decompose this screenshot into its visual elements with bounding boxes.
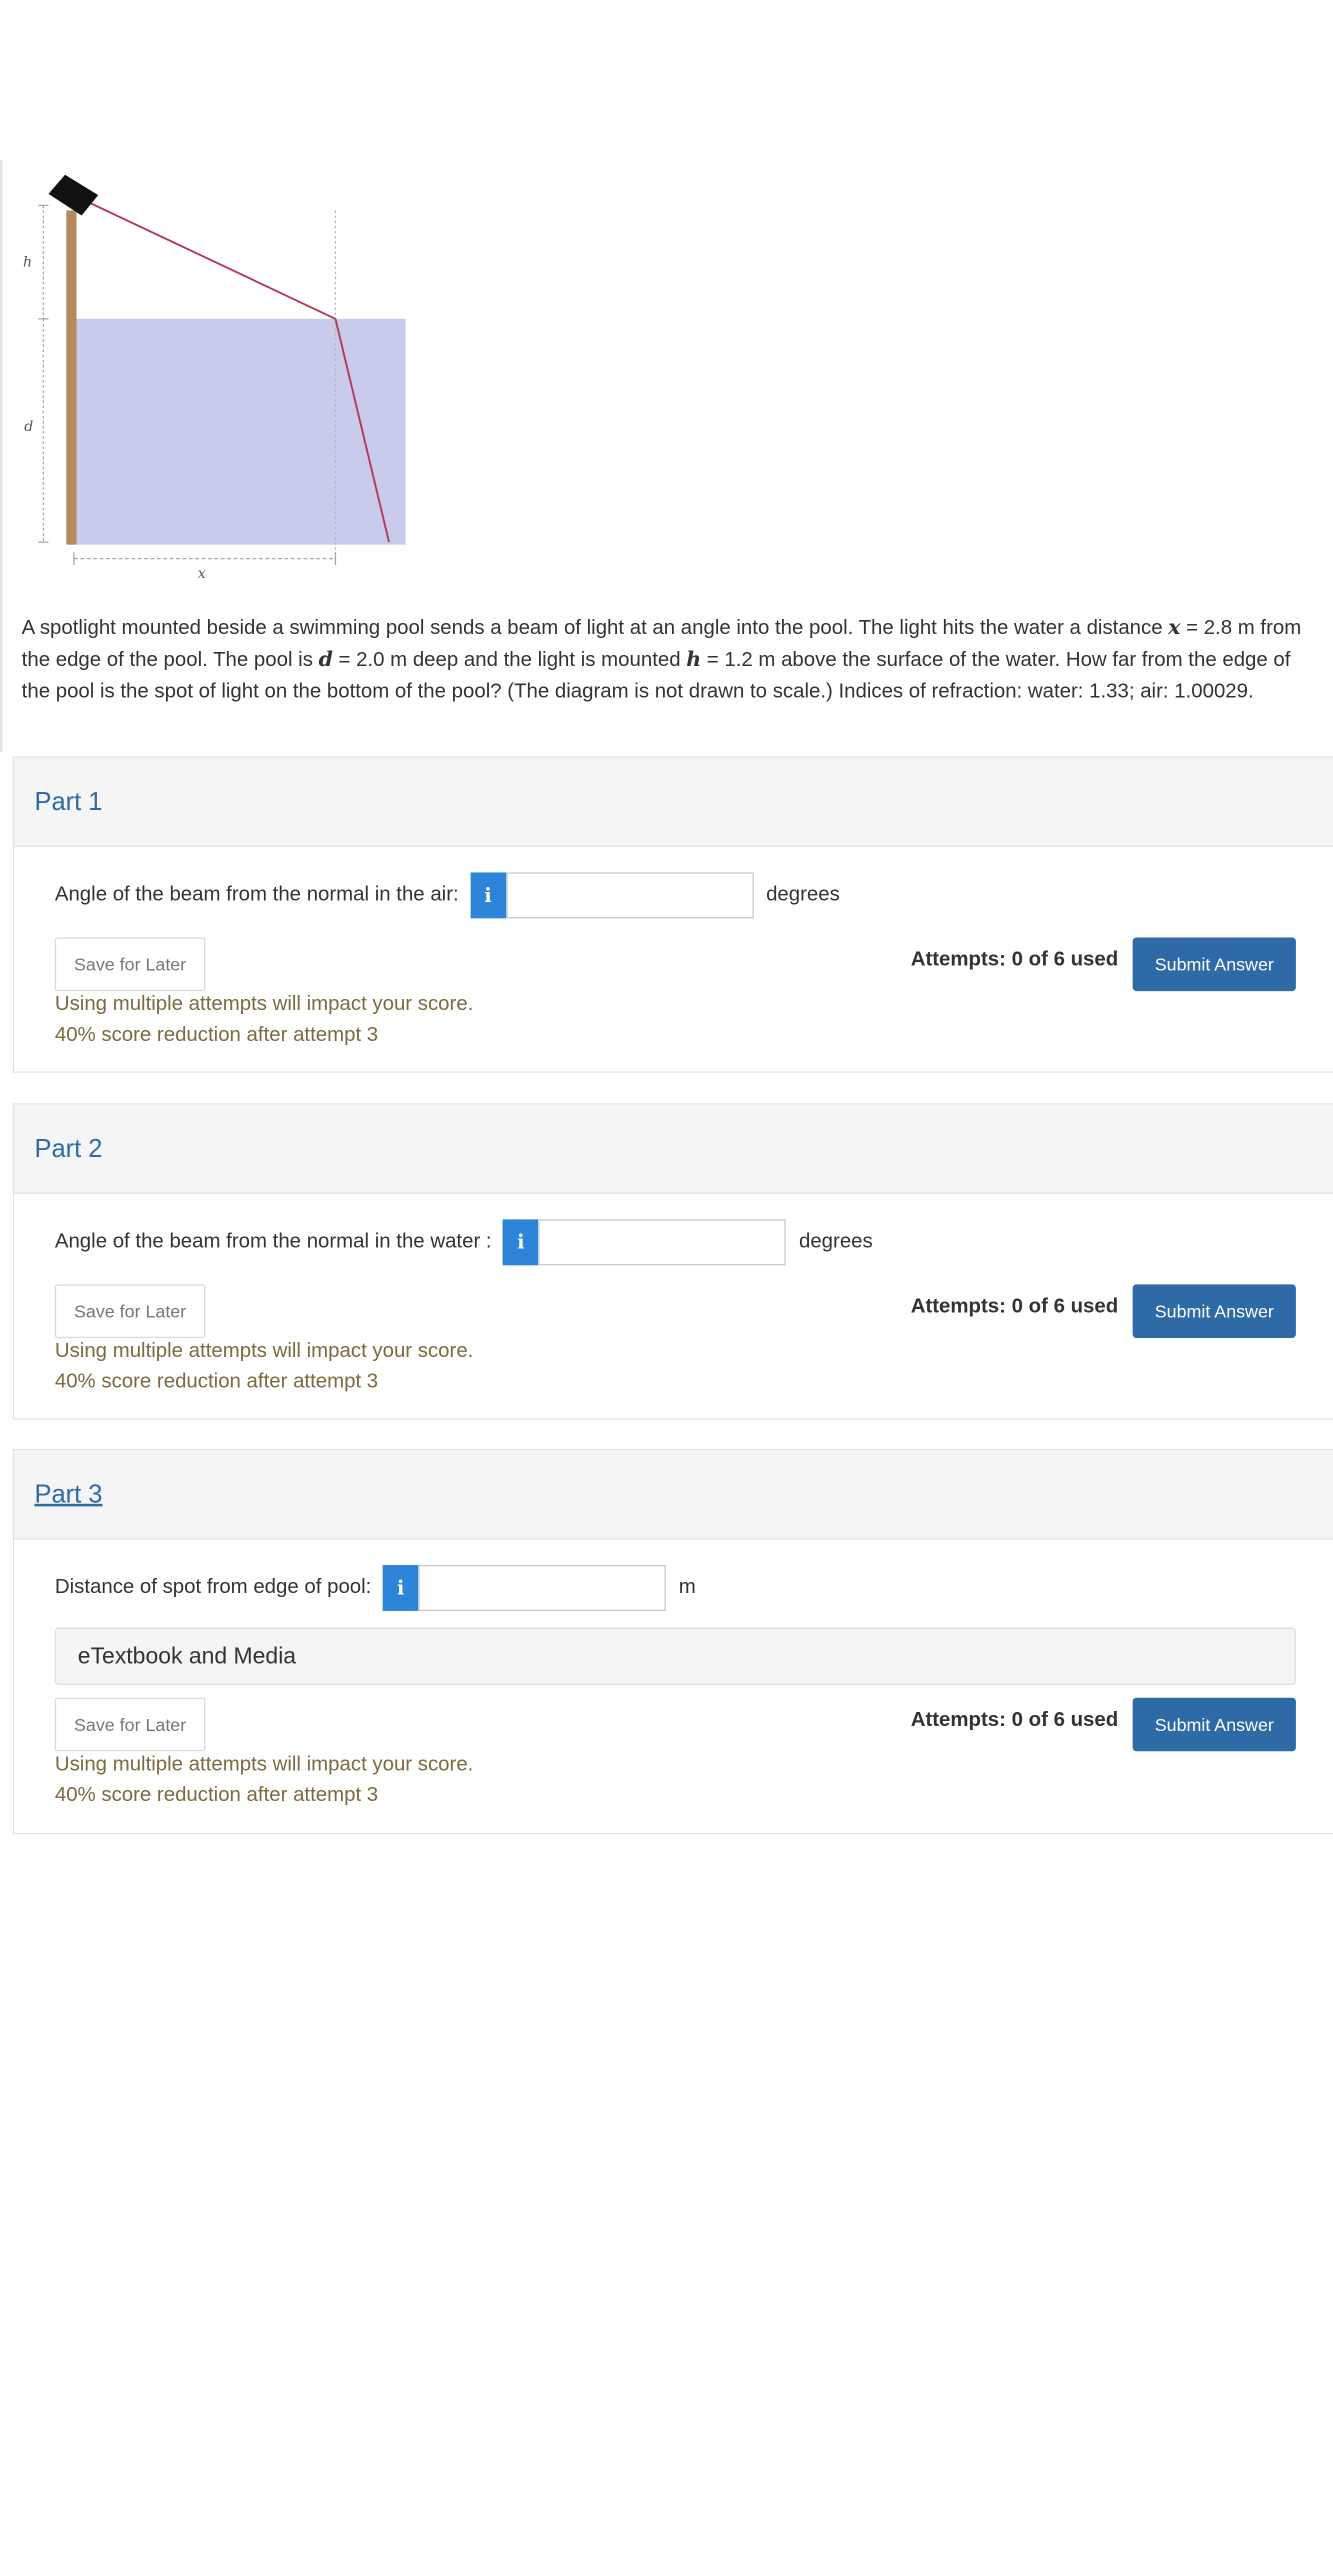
label-d: d	[24, 419, 34, 436]
label-x: x	[197, 565, 206, 582]
x-dimension	[74, 552, 335, 565]
part-3-question: Distance of spot from edge of pool:	[54, 1576, 372, 1599]
save-for-later-button[interactable]: Save for Later	[55, 1698, 206, 1752]
part-3	[13, 1449, 1333, 1834]
part-1-unit: degrees	[766, 883, 840, 906]
part-3-question-row	[55, 1565, 696, 1611]
info-icon[interactable]: i	[503, 1219, 539, 1265]
var-d: d	[318, 647, 333, 672]
part-1-header[interactable]	[14, 758, 1333, 847]
part-1-answer-input[interactable]	[506, 872, 753, 918]
part-3-answer-input[interactable]	[419, 1565, 666, 1611]
etextbook-media-link[interactable]: eTextbook and Media	[55, 1628, 1296, 1685]
info-icon[interactable]: i	[383, 1565, 419, 1611]
attempts-counter: Attempts: 0 of 6 used	[910, 948, 1119, 971]
part-2-question-row	[55, 1219, 873, 1265]
part-2-answer-input[interactable]	[539, 1219, 786, 1265]
pool-diagram	[0, 159, 421, 586]
part-3-title[interactable]: Part 3	[34, 1480, 103, 1509]
attempts-notice: Using multiple attempts will impact your score. 40% score reduction after attempt 3	[54, 1340, 474, 1393]
problem-statement: A spotlight mounted beside a swimming pool sends a beam of light at an angle into the pool. The light hits the water a distance x = 2.8 m from the edge of the pool. The pool is d = 2.0 m deep and the light is mounted h = 1.2 m above the surface of the water. How far from the edge of the pool is the spot of light on the bottom of the pool? (The diagram is not drawn to scale.) Indices of refraction: water: 1.33; air: 1.00029.	[21, 614, 1302, 703]
submit-answer-button[interactable]: Submit Answer	[1133, 937, 1296, 991]
part-2-question: Angle of the beam from the normal in the water :	[54, 1230, 492, 1253]
save-for-later-button[interactable]: Save for Later	[55, 937, 206, 991]
info-icon[interactable]: i	[470, 872, 506, 918]
part-1-question-row	[55, 872, 840, 918]
save-for-later-button[interactable]: Save for Later	[55, 1284, 206, 1338]
lamp-pole	[66, 210, 76, 544]
spotlight-icon	[48, 175, 98, 216]
submit-answer-button[interactable]: Submit Answer	[1133, 1698, 1296, 1752]
part-1-question: Angle of the beam from the normal in the air:	[54, 883, 459, 906]
depth-dimension	[38, 319, 48, 542]
part-3-unit: m	[678, 1576, 696, 1599]
part-2	[13, 1103, 1333, 1419]
attempts-counter: Attempts: 0 of 6 used	[910, 1295, 1119, 1318]
part-2-unit: degrees	[798, 1230, 873, 1253]
label-h: h	[22, 254, 32, 271]
height-dimension	[38, 205, 48, 319]
part-2-header[interactable]	[14, 1105, 1333, 1194]
attempts-notice: Using multiple attempts will impact your score. 40% score reduction after attempt 3	[54, 993, 474, 1046]
pool-water	[75, 319, 405, 545]
var-x: x	[1168, 614, 1181, 640]
attempts-counter: Attempts: 0 of 6 used	[910, 1709, 1119, 1731]
var-h: h	[686, 647, 702, 672]
submit-answer-button[interactable]: Submit Answer	[1133, 1284, 1296, 1338]
part-3-header[interactable]	[14, 1450, 1333, 1539]
part-1-title: Part 1	[34, 788, 103, 817]
part-1	[13, 756, 1333, 1072]
attempts-notice: Using multiple attempts will impact your score. 40% score reduction after attempt 3	[54, 1753, 474, 1807]
part-2-title: Part 2	[34, 1135, 103, 1164]
